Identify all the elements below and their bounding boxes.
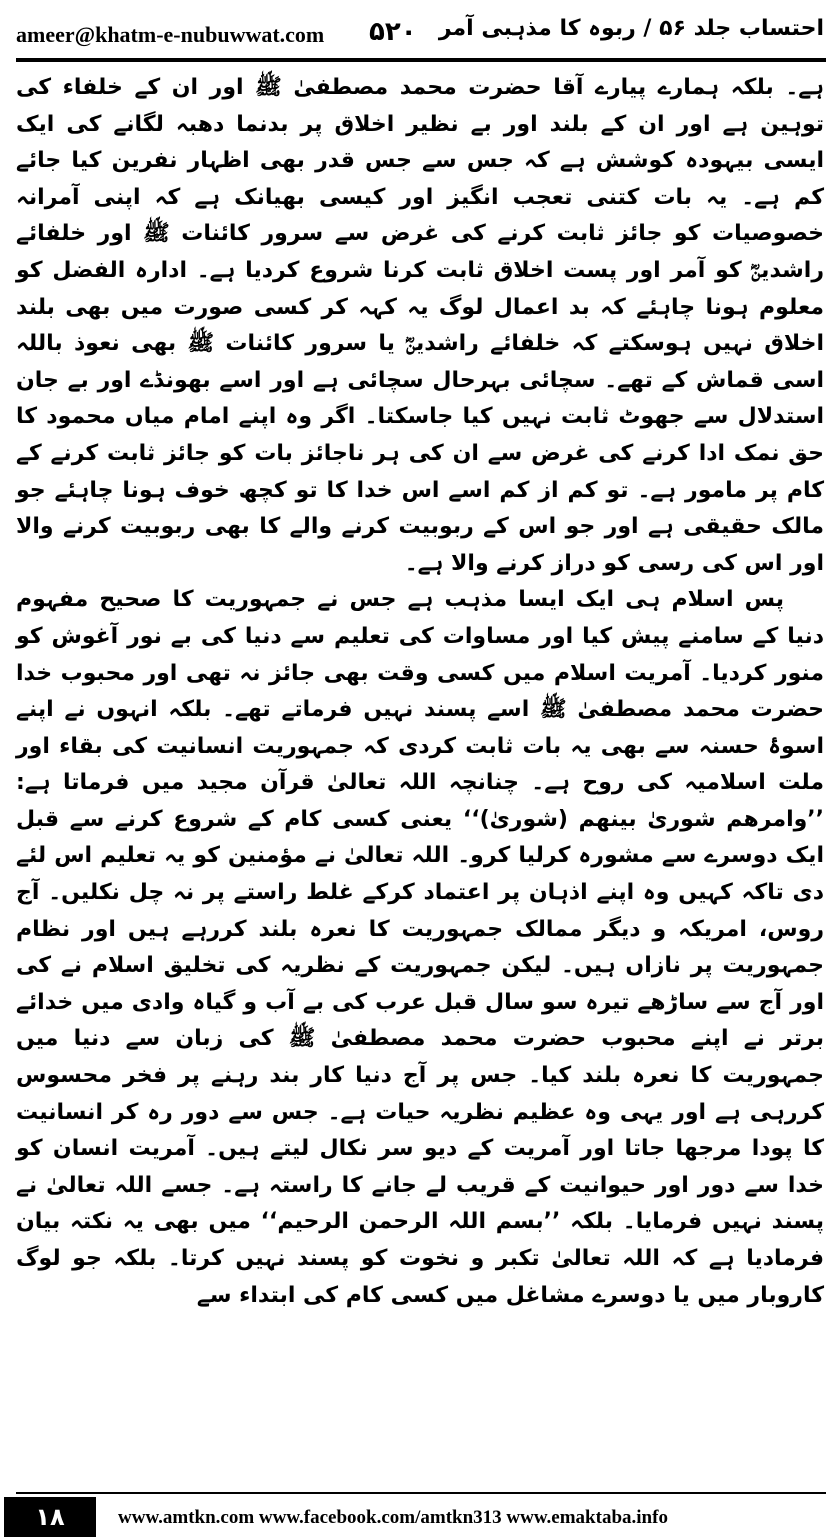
- body-text: [16, 70, 824, 1314]
- footer-website-links: www.amtkn.com www.facebook.com/amtkn313 www.emaktaba.info: [118, 1507, 668, 1528]
- footer-folio-number: ۱۸: [4, 1497, 96, 1537]
- paragraph-2: پس اسلام ہی ایک ایسا مذہب ہے جس نے جمہوریت کا صحیح مفہوم دنیا کے سامنے پیش کیا اور مساوات کی تعلیم سے دنیا کی بے نور آغوش کو منور کردیا۔ آمریت اسلام میں کسی وقت بھی جائز نہ تھی اور محبوب خدا حضرت محمد مصطفیٰ ﷺ اسے پسند نہیں فرماتے تھے۔ بلکہ انہوں نے اپنے اسوۂ حسنہ سے بھی یہ بات ثابت کردی کہ جمہوریت انسانیت کی بقاء اور ملت اسلامیہ کی روح ہے۔ چنانچہ اللہ تعالیٰ قرآن مجید میں فرماتا ہے: ’’وامرھم شوریٰ بینھم (شوریٰ)‘‘ یعنی کسی کام کے شروع کرنے سے قبل ایک دوسرے سے مشورہ کرلیا کرو۔ اللہ تعالیٰ نے مؤمنین کو یہ تعلیم اس لئے دی تاکہ کہیں وہ اپنے اذہان پر اعتماد کرکے غلط راستے پر نہ چل نکلیں۔ آج روس، امریکہ و دیگر ممالک جمہوریت کا نعرہ بلند کررہے ہیں اور نظام جمہوریت پر نازاں ہیں۔ لیکن جمہوریت کے نظریہ کی تخلیق اسلام نے کی اور آج سے ساڑھے تیرہ سو سال قبل عرب کی بے آب و گیاہ وادی میں خدائے برتر نے اپنے محبوب حضرت محمد مصطفیٰ ﷺ کی زبان سے دنیا میں جمہوریت کا نعرہ بلند کیا۔ جس پر آج دنیا کار بند رہنے پر فخر محسوس کررہی ہے اور یہی وہ عظیم نظریہ حیات ہے۔ جس سے دور رہ کر انسانیت کا پودا مرجھا جاتا اور آمریت کے دیو سر نکال لیتے ہیں۔ آمریت انسان کو خدا سے دور اور حیوانیت کے قریب لے جانے کا راستہ ہے۔ جسے اللہ تعالیٰ نے پسند نہیں فرمایا۔ بلکہ ’’بسم اللہ الرحمن الرحیم‘‘ میں بھی یہ نکتہ بیان فرمادیا ہے کہ اللہ تعالیٰ تکبر و نخوت کو پسند نہیں کرتا۔ بلکہ جو لوگ کاروبار میں یا دوسرے مشاغل میں کسی کام کی ابتداء سے: [16, 587, 824, 1308]
- header-rule: [16, 58, 826, 62]
- header-email: ameer@khatm-e-nubuwwat.com: [16, 22, 325, 47]
- footer-rule: [16, 1492, 826, 1494]
- header-page-number: ۵۲۰: [369, 17, 417, 47]
- paragraph-1: ہے۔ بلکہ ہمارے پیارے آقا حضرت محمد مصطفیٰ ﷺ اور ان کے خلفاء کی توہین ہے اور ان کے بلند اور بے نظیر اخلاق پر بدنما دھبہ لگانے کی ایک ایسی بیہودہ کوشش ہے کہ جس سے جس قدر بھی اظہار نفرین کیا جائے کم ہے۔ یہ بات کتنی تعجب انگیز اور کیسی بھیانک ہے کہ اپنی آمرانہ خصوصیات کو جائز ثابت کرنے کی غرض سے سرور کائنات ﷺ اور خلفائے راشدینؓ کو آمر اور پست اخلاق ثابت کرنا شروع کردیا ہے۔ ادارہ الفضل کو معلوم ہونا چاہئے کہ بد اعمال لوگ یہ کہہ کر کسی صورت میں بھی بلند اخلاق نہیں ہوسکتے کہ خلفائے راشدینؓ یا سرور کائنات ﷺ بھی نعوذ باللہ اسی قماش کے تھے۔ سچائی بہرحال سچائی ہے اور اسے بھونڈے اور بے جان استدلال سے جھوٹ ثابت نہیں کیا جاسکتا۔ اگر وہ اپنے امام میاں محمود کا حق نمک ادا کرنے کی غرض سے ان کی ہر ناجائز بات کو جائز ثابت کرنے کے کام پر مامور ہے۔ تو کم از کم اسے اس خدا کا تو کچھ خوف ہونا چاہئے جو مالک حقیقی ہے اور جو اس کے ربوبیت کرنے والے کا بھی ربوبیت کرنے والا اور اس کی رسی کو دراز کرنے والا ہے۔: [16, 75, 824, 576]
- page-header: [0, 0, 840, 58]
- header-series-title: احتساب جلد ۵۶ / ربوہ کا مذہبی آمر: [438, 16, 824, 41]
